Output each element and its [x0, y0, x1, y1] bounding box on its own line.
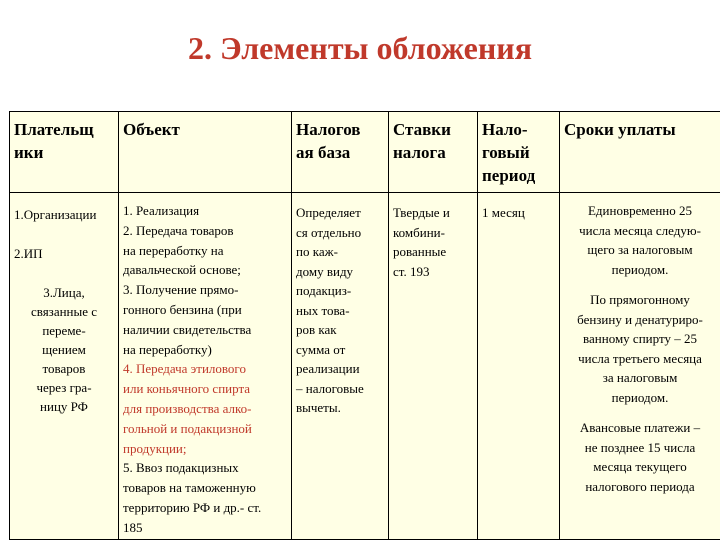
- text-line: Налогов: [296, 120, 361, 139]
- tax-elements-table: [9, 111, 720, 540]
- text-line: на переработку на: [123, 242, 224, 258]
- text-line: период: [482, 166, 536, 185]
- header-rates: [389, 112, 478, 193]
- text-line: По прямогонному: [590, 292, 690, 307]
- text-line: 5. Ввоз подакцизных: [123, 460, 239, 476]
- rates-cell: [389, 193, 478, 540]
- text-line: ванному спирту – 25: [583, 331, 697, 346]
- text-line: наличии свидетельства: [123, 321, 252, 337]
- text-line: дому виду: [296, 263, 354, 279]
- terms-advance: [560, 407, 720, 496]
- object-cell: [119, 193, 292, 540]
- text-line: рованные: [393, 244, 447, 259]
- terms-cell: [560, 193, 720, 540]
- rates-text: [389, 193, 477, 281]
- text-line: за налоговым: [602, 370, 678, 385]
- payer-organizations: 1.Организации: [14, 207, 97, 222]
- text-line: комбини-: [393, 224, 445, 240]
- text-line: гольной и подакцизной: [123, 420, 252, 436]
- text-line: не позднее 15 числа: [584, 439, 696, 455]
- payer-ip: 2.ИП: [14, 246, 43, 261]
- text-line: щего за налоговым: [587, 242, 693, 257]
- text-line: числа месяца следую-: [579, 222, 701, 238]
- text-line: связанные с: [30, 304, 98, 319]
- slide-title: 2. Элементы обложения: [187, 30, 533, 66]
- header-terms: [560, 112, 720, 193]
- text-line: говый: [482, 143, 530, 162]
- text-line: ницу РФ: [40, 399, 88, 414]
- text-line: месяца текущего: [593, 459, 687, 474]
- text-line: Сроки уплаты: [564, 120, 676, 139]
- base-cell: [292, 193, 389, 540]
- header-period: [478, 112, 560, 193]
- text-line: ая база: [296, 143, 351, 162]
- period-cell: [478, 193, 560, 540]
- text-line: ров как: [296, 322, 337, 337]
- text-line: 3.Лица,: [43, 285, 85, 300]
- terms-once: [560, 193, 720, 279]
- text-line: территорию РФ и др.- ст.: [123, 499, 262, 515]
- text-line: бензину и денатуриро-: [577, 311, 703, 327]
- text-line: для производства алко-: [123, 400, 252, 416]
- header-base: [292, 112, 389, 193]
- terms-gasoline: [560, 279, 720, 407]
- text-line: периодом.: [611, 389, 669, 405]
- text-line: числа третьего месяца: [578, 350, 702, 366]
- header-row: [10, 112, 720, 193]
- text-line: или коньячного спирта: [123, 381, 251, 397]
- text-line: через гра-: [36, 380, 92, 395]
- text-line: переме-: [42, 323, 86, 338]
- text-line: подакциз-: [296, 283, 352, 298]
- text-line: 4. Передача этилового: [123, 361, 246, 377]
- text-line: товаров на таможенную: [123, 480, 256, 496]
- text-line: Определяет: [296, 205, 361, 220]
- object-item-4: [123, 359, 287, 458]
- text-line: Нало-: [482, 120, 528, 139]
- text-line: ных това-: [296, 302, 350, 318]
- content-row: [10, 193, 720, 540]
- object-items-1-3: [123, 201, 287, 359]
- base-text: [292, 193, 388, 418]
- text-line: Единовременно 25: [587, 203, 693, 218]
- text-line: ст. 193: [393, 263, 430, 279]
- text-line: налогового периода: [585, 478, 695, 494]
- text-line: на переработку): [123, 341, 212, 357]
- text-line: товаров: [42, 361, 86, 376]
- text-line: по каж-: [296, 244, 338, 259]
- text-line: продукции;: [123, 440, 187, 456]
- header-object: [119, 112, 292, 193]
- text-line: Объект: [123, 120, 180, 139]
- text-line: 2. Передача товаров: [123, 222, 234, 238]
- text-line: Твердые и: [393, 205, 450, 220]
- text-line: 1 месяц: [482, 205, 525, 220]
- text-line: 1. Реализация: [123, 203, 200, 218]
- text-line: сумма от: [296, 341, 346, 357]
- text-line: Авансовые платежи –: [579, 420, 701, 435]
- text-line: ики: [14, 143, 44, 162]
- text-line: 3. Получение прямо-: [123, 282, 239, 298]
- text-line: – налоговые: [296, 380, 364, 396]
- header-payers: [10, 112, 119, 193]
- text-line: вычеты.: [296, 400, 341, 415]
- object-item-5: [123, 458, 287, 537]
- text-line: ся отдельно: [296, 224, 362, 240]
- text-line: гонного бензина (при: [123, 301, 242, 317]
- text-line: периодом.: [611, 261, 669, 277]
- text-line: Ставки: [393, 120, 451, 139]
- text-line: 185: [123, 519, 143, 535]
- text-line: щением: [42, 342, 86, 357]
- text-line: Плательщ: [14, 120, 94, 139]
- text-line: давальческой основе;: [123, 262, 241, 278]
- payer-border-persons: [10, 263, 118, 416]
- text-line: налога: [393, 143, 446, 162]
- period-text: [478, 193, 559, 223]
- text-line: реализации: [296, 361, 360, 376]
- payers-cell: [10, 193, 119, 540]
